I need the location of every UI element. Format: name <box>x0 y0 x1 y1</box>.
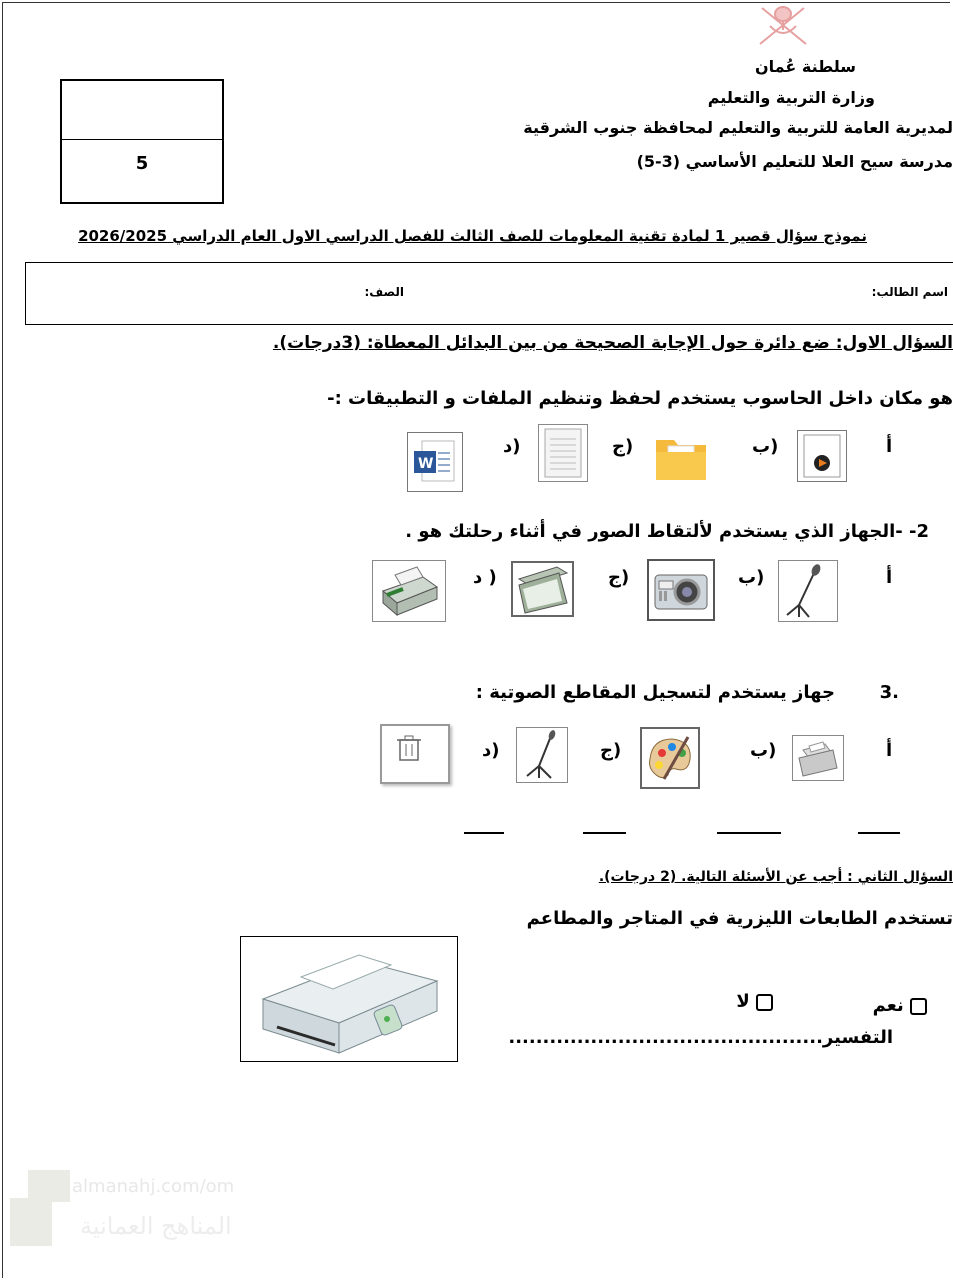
scanner-icon[interactable] <box>511 561 574 617</box>
q1-item1-option-a[interactable]: أ <box>886 436 893 457</box>
q2-no-option[interactable] <box>736 991 773 1012</box>
yes-checkbox[interactable] <box>910 998 927 1015</box>
q1-item1-option-c[interactable]: ج) <box>612 436 634 457</box>
country-label: سلطنة عُمان <box>755 57 856 76</box>
q1-item2-option-d[interactable]: د ) <box>473 567 497 588</box>
recycle-bin-icon[interactable] <box>380 724 450 784</box>
q1-item2-option-a[interactable]: أ <box>886 567 893 588</box>
yes-label: نعم <box>872 995 904 1016</box>
q1-item2-option-c[interactable]: ج) <box>608 567 630 588</box>
exam-title: نموذج سؤال قصير 1 لمادة تقنية المعلومات للصف الثالث للفصل الدراسي الاول العام الدراسي 2026/2025 <box>78 227 867 245</box>
microphone-icon[interactable] <box>516 727 568 783</box>
q1-title: السؤال الاول: ضع دائرة حول الإجابة الصحيحة من بين البدائل المعطاة: (3درجات). <box>272 333 953 353</box>
printer-icon[interactable] <box>372 560 446 622</box>
laser-printer-image <box>240 936 458 1062</box>
answer-blank-3[interactable] <box>583 832 626 834</box>
explanation-field[interactable]: التفسير.............................................. <box>508 1027 893 1048</box>
answer-blank-1[interactable] <box>858 832 900 834</box>
q1-item2-text: 2- -الجهاز الذي يستخدم لألتقاط الصور في أثناء رحلتك هو . <box>405 521 929 542</box>
student-class-label: الصف: <box>364 285 404 299</box>
no-label: لا <box>736 991 750 1012</box>
student-name-label: اسم الطالب: <box>871 285 948 299</box>
media-file-icon[interactable] <box>797 430 847 482</box>
q1-item3-option-b[interactable]: ب) <box>750 740 777 761</box>
q1-item3-option-c[interactable]: ج) <box>600 740 622 761</box>
answer-blank-4[interactable] <box>464 832 504 834</box>
ministry-label: وزارة التربية والتعليم <box>707 88 875 107</box>
q2-statement: تستخدم الطابعات الليزرية في المتاجر والمطاعم <box>526 908 953 929</box>
q1-item3-option-d[interactable]: د) <box>482 740 500 761</box>
microphone-icon[interactable] <box>778 560 838 622</box>
q1-item3-text: جهاز يستخدم لتسجيل المقاطع الصوتية : <box>475 682 835 703</box>
q1-item3-option-a[interactable]: أ <box>886 740 893 761</box>
answer-blank-2[interactable] <box>717 832 781 834</box>
q1-item2-option-b[interactable]: ب) <box>738 567 765 588</box>
camera-icon[interactable] <box>647 559 715 621</box>
site-watermark <box>10 1170 240 1250</box>
school-label: مدرسة سيح العلا للتعليم الأساسي (3-5) <box>636 152 953 171</box>
watermark-logo-icon <box>10 1170 72 1250</box>
directorate-label: لمديرية العامة للتربية والتعليم لمحافظة جنوب الشرقية <box>523 118 953 137</box>
q2-yes-option[interactable] <box>873 995 927 1016</box>
q1-item1-option-d[interactable]: د) <box>503 436 521 457</box>
q2-title: السؤال الثاني : أجب عن الأسئلة التالية. (2 درجات). <box>598 869 953 885</box>
no-checkbox[interactable] <box>756 994 773 1011</box>
svg-text:W: W <box>418 456 434 472</box>
score-box <box>60 79 224 204</box>
paint-palette-icon[interactable] <box>640 727 700 789</box>
watermark-site: almanahj.com/om <box>72 1176 235 1197</box>
oman-emblem-icon <box>752 0 814 48</box>
q1-item1-option-b[interactable]: ب) <box>752 436 779 457</box>
word-document-icon[interactable] <box>407 432 463 492</box>
score-value: 5 <box>135 153 149 174</box>
folder-icon[interactable] <box>654 428 708 484</box>
student-info-box <box>25 262 953 325</box>
q1-item3-number: .3 <box>879 682 899 703</box>
printer-small-icon[interactable] <box>792 735 844 781</box>
q1-item1-text: هو مكان داخل الحاسوب يستخدم لحفظ وتنظيم الملفات و التطبيقات :- <box>327 388 953 409</box>
watermark-name: المناهج العمانية <box>80 1212 232 1240</box>
text-document-icon[interactable] <box>538 424 588 482</box>
